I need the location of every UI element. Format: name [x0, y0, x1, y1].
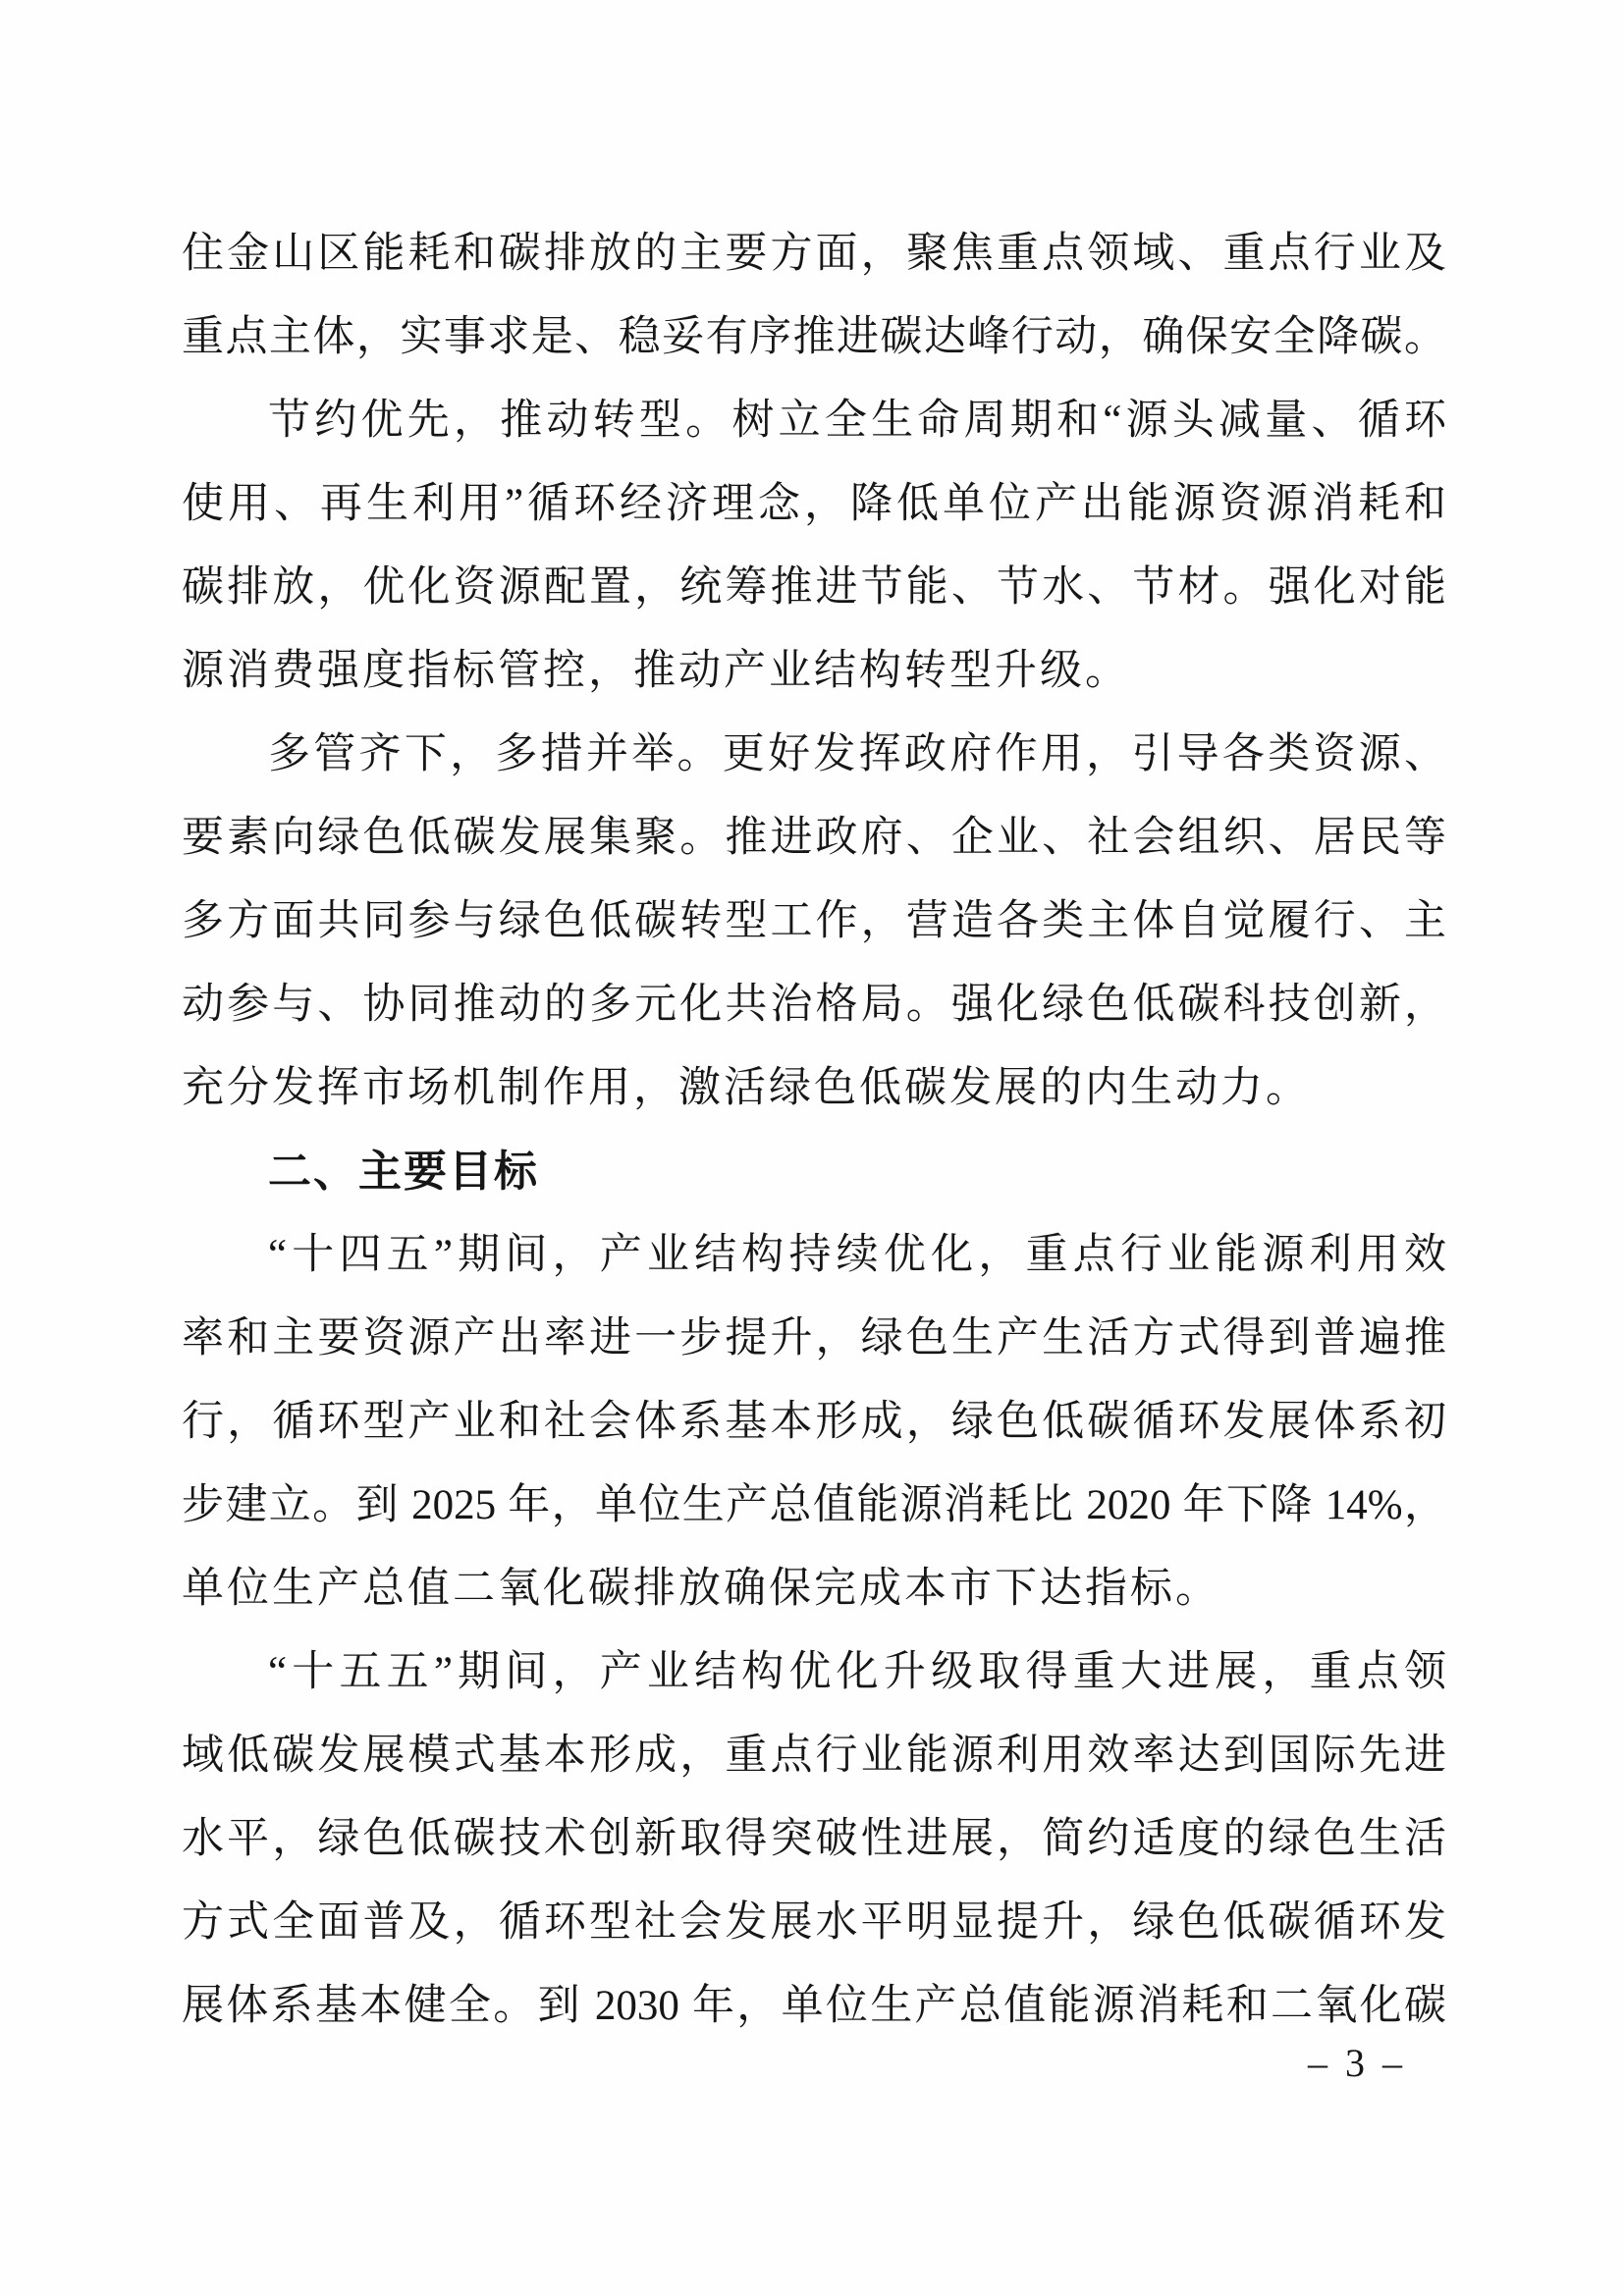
text-line: 要素向绿色低碳发展集聚。推进政府、企业、社会组织、居民等	[182, 815, 1446, 861]
text-line: 多管齐下，多措并举。更好发挥政府作用，引导各类资源、	[268, 731, 1446, 777]
text-line: 单位生产总值二氧化碳排放确保完成本市下达指标。	[182, 1566, 1220, 1612]
text-line: “十四五”期间，产业结构持续优化，重点行业能源利用效	[268, 1232, 1446, 1278]
text-line: 率和主要资源产出率进一步提升，绿色生产生活方式得到普遍推	[182, 1315, 1446, 1362]
text-line: 源消费强度指标管控，推动产业结构转型升级。	[182, 648, 1130, 694]
text-line: 节约优先，推动转型。树立全生命周期和“源头减量、循环	[268, 398, 1446, 444]
text-line: 方式全面普及，循环型社会发展水平明显提升，绿色低碳循环发	[182, 1899, 1446, 1946]
text-line: 动参与、协同推动的多元化共治格局。强化绿色低碳科技创新，	[182, 982, 1446, 1028]
text-line: 重点主体，实事求是、稳妥有序推进碳达峰行动，确保安全降碳。	[182, 314, 1446, 360]
text-line: 多方面共同参与绿色低碳转型工作，营造各类主体自觉履行、主	[182, 898, 1446, 944]
text-line: 步建立。到 2025 年，单位生产总值能源消耗比 2020 年下降 14%，	[182, 1482, 1446, 1528]
text-line: 碳排放，优化资源配置，统筹推进节能、节水、节材。强化对能	[182, 564, 1446, 611]
page-number: – 3 –	[1308, 2041, 1406, 2085]
text-line: “十五五”期间，产业结构优化升级取得重大进展，重点领	[268, 1649, 1446, 1695]
text-line: 使用、再生利用”循环经济理念，降低单位产出能源资源消耗和	[182, 481, 1446, 527]
text-line: 住金山区能耗和碳排放的主要方面，聚焦重点领域、重点行业及	[182, 231, 1446, 277]
text-line: 充分发挥市场机制作用，激活绿色低碳发展的内生动力。	[182, 1065, 1311, 1111]
section-heading: 二、主要目标	[268, 1148, 539, 1196]
text-line: 展体系基本健全。到 2030 年，单位生产总值能源消耗和二氧化碳	[182, 1983, 1446, 2029]
document-body	[182, 212, 1446, 2048]
text-line: 行，循环型产业和社会体系基本形成，绿色低碳循环发展体系初	[182, 1399, 1446, 1445]
text-line: 域低碳发展模式基本形成，重点行业能源利用效率达到国际先进	[182, 1733, 1446, 1779]
text-line: 水平，绿色低碳技术创新取得突破性进展，简约适度的绿色生活	[182, 1816, 1446, 1862]
